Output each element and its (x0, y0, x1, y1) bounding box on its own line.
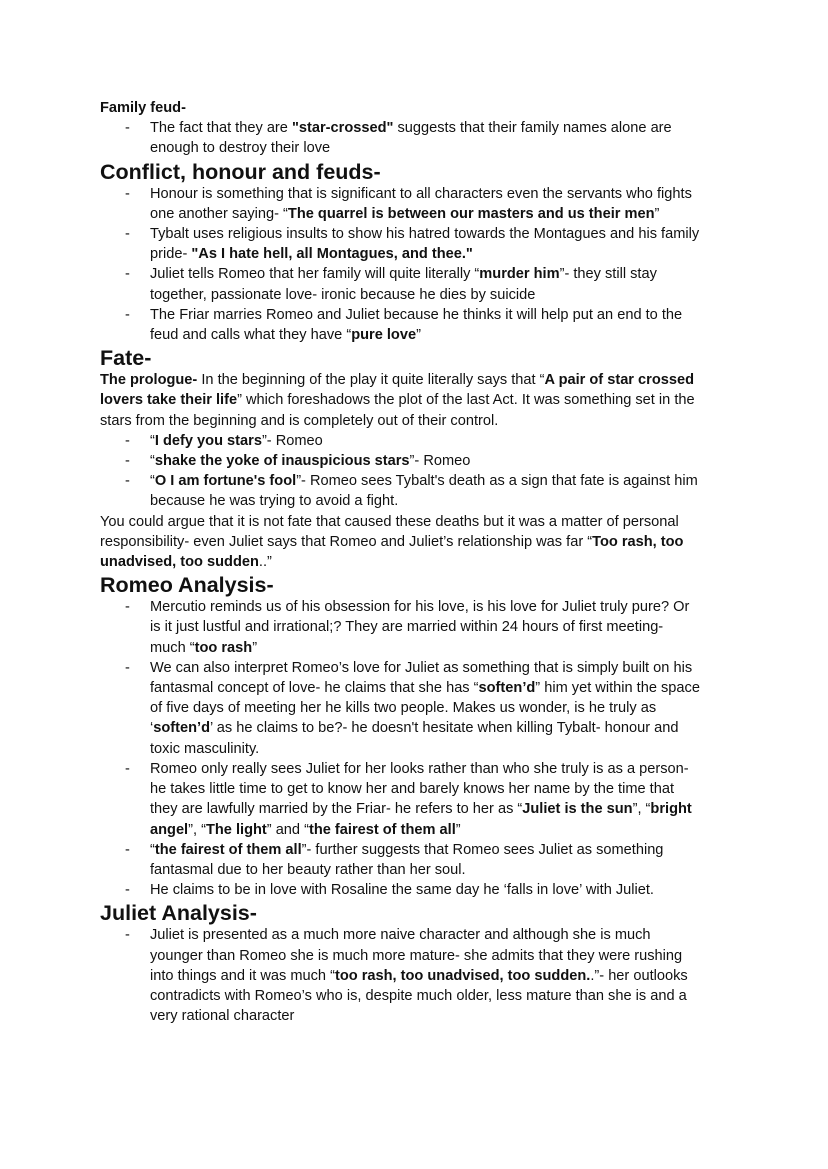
bold-text: Juliet is the sun (522, 801, 633, 818)
text-line (150, 779, 740, 799)
bullet-item (100, 184, 740, 224)
text: suggests that their family names alone are (393, 120, 672, 137)
text: one another saying- “ (150, 205, 288, 222)
text-line (150, 325, 740, 345)
text: younger than Romeo she is much more mature- she admits that they were rushing (150, 947, 683, 964)
bold-text: Too rash, too (592, 533, 684, 550)
text: Conflict, honour and feuds- (100, 159, 381, 184)
bold-text: The prologue- (100, 372, 198, 389)
text-line (150, 451, 740, 471)
bold-text: "star-crossed" (291, 120, 394, 137)
text-line (150, 184, 740, 204)
text-line (150, 1006, 740, 1026)
bullet-item (100, 925, 740, 1026)
text-line (150, 658, 740, 678)
bold-text: pure love (351, 327, 417, 344)
text-line (100, 532, 740, 552)
text-line (100, 370, 740, 390)
text: ”, “ (188, 821, 206, 838)
text-line (150, 491, 740, 511)
bullet-item (100, 658, 740, 759)
text-line (100, 573, 740, 597)
text-line (150, 799, 740, 819)
text: responsibility- even Juliet says that Romeo and Juliet’s relationship was far “ (100, 533, 593, 550)
text-line (150, 820, 740, 840)
text-line (150, 638, 740, 658)
bold-text: shake the yoke of inauspicious stars (154, 453, 410, 470)
bold-text: O I am fortune's fool (154, 473, 297, 490)
text-line (100, 411, 740, 431)
section-heading (100, 901, 740, 925)
bullet-item (100, 759, 740, 840)
bold-text: I defy you stars (154, 432, 262, 449)
text: “ (150, 453, 155, 470)
text: into things and it was much “ (150, 967, 335, 984)
bullet-item (100, 451, 740, 471)
text-line (150, 840, 740, 860)
text-line (150, 739, 740, 759)
text-line (150, 597, 740, 617)
text-line (100, 160, 740, 184)
text-line (150, 946, 740, 966)
text-line (150, 925, 740, 945)
text: The fact that they are (150, 120, 292, 137)
text: ”- further suggests that Romeo sees Juliet as something (301, 841, 664, 858)
text-line (150, 138, 740, 158)
text-line (150, 118, 740, 138)
text-line (100, 98, 740, 118)
text-line (150, 204, 740, 224)
text: ” (252, 639, 258, 656)
bullet-item (100, 431, 740, 451)
text: Mercutio reminds us of his obsession for his love, is his love for Juliet truly pure? Or (150, 599, 690, 616)
text-line (150, 860, 740, 880)
paragraph (100, 370, 740, 431)
text: ” (416, 327, 421, 344)
text-line (150, 264, 740, 284)
text-line (150, 617, 740, 637)
text: ”- Romeo (409, 453, 471, 470)
text-line (100, 346, 740, 370)
document-page (100, 98, 740, 1026)
text: ”- they still stay (559, 266, 657, 283)
text-line (150, 244, 740, 264)
text: enough to destroy their love (150, 140, 331, 157)
text: fantasmal due to her beauty rather than her soul. (150, 861, 466, 878)
text: “ (150, 841, 155, 858)
text-line (100, 390, 740, 410)
text: contradicts with Romeo’s who is, despite much older, less mature than she is and a (150, 987, 687, 1004)
text: ” and “ (266, 821, 309, 838)
text: of five days of meeting her he kills two people. Makes us wonder, is he truly as (150, 700, 657, 717)
bullet-item (100, 118, 740, 158)
text: “ (150, 432, 155, 449)
text: pride- (150, 246, 192, 263)
text-line (150, 718, 740, 738)
text: Juliet Analysis- (100, 901, 257, 926)
text: feud and calls what they have “ (150, 327, 352, 344)
bold-text: too rash (194, 639, 253, 656)
text-line (150, 285, 740, 305)
bold-text: soften’d (478, 680, 536, 697)
text-line (150, 966, 740, 986)
bullet-item (100, 471, 740, 511)
text-line (100, 512, 740, 532)
bold-text: The light (205, 821, 267, 838)
bold-text: too rash, too unadvised, too sudden. (334, 967, 591, 984)
bold-text: unadvised, too sudden (100, 554, 259, 571)
bold-text: A pair of star crossed (544, 372, 695, 389)
text: Tybalt uses religious insults to show his hatred towards the Montagues and his family (150, 226, 700, 243)
text-line (150, 986, 740, 1006)
bold-text: the fairest of them all (308, 821, 456, 838)
bold-text: murder him (479, 266, 560, 283)
text: is it just lustful and irrational;? They are married within 24 hours of first meeting- (150, 619, 664, 636)
text-line (100, 552, 740, 572)
text-line (150, 678, 740, 698)
text: Romeo Analysis- (100, 573, 274, 598)
bold-text: Family feud- (100, 100, 186, 116)
text: ” him yet within the space (535, 680, 700, 697)
paragraph (100, 512, 740, 573)
text: He claims to be in love with Rosaline the same day he ‘falls in love’ with Juliet. (150, 882, 654, 899)
subheading-label (100, 98, 740, 118)
bold-text: The quarrel is between our masters and us their men (287, 205, 655, 222)
text: ”, “ (632, 801, 651, 818)
text: .”- her outlooks (590, 967, 688, 984)
text-line (150, 224, 740, 244)
bullet-item (100, 597, 740, 658)
text-line (150, 880, 740, 900)
bullet-item (100, 305, 740, 345)
text: Honour is something that is significant to all characters even the servants who fights (150, 185, 692, 202)
text-line (150, 431, 740, 451)
bullet-item (100, 880, 740, 900)
text: fantasmal concept of love- he claims that she has “ (150, 680, 479, 697)
bullet-item (100, 224, 740, 264)
text: Juliet is presented as a much more naive character and although she is much (150, 927, 651, 944)
text: In the beginning of the play it quite literally says that “ (197, 372, 545, 389)
text: We can also interpret Romeo’s love for Juliet as something that is simply built on his (150, 659, 693, 676)
text-line (150, 305, 740, 325)
text: ” which foreshadows the plot of the last Act. It was something set in the (237, 392, 695, 409)
bold-text: "As I hate hell, all Montagues, and thee." (191, 246, 473, 263)
section-heading (100, 160, 740, 184)
bold-text: angel (150, 821, 189, 838)
text: stars from the beginning and is completely out of their control. (100, 412, 499, 429)
text: ‘ (150, 720, 154, 737)
text-line (100, 901, 740, 925)
text: ” (455, 821, 461, 838)
text-line (150, 698, 740, 718)
text-line (150, 759, 740, 779)
text: he takes little time to get to know her and barely knows her name by the time that (150, 781, 675, 798)
section-heading (100, 573, 740, 597)
bold-text: bright (650, 801, 692, 818)
text: “ (150, 473, 155, 490)
bold-text: lovers take their life (100, 392, 238, 409)
text: ’ as he claims to be?- he doesn't hesitate when killing Tybalt- honour and (210, 720, 679, 737)
text: Juliet tells Romeo that her family will quite literally “ (150, 266, 480, 283)
text: much “ (150, 639, 195, 656)
text: they are lawfully married by the Friar- he refers to her as “ (150, 801, 523, 818)
text: ”- Romeo (261, 432, 323, 449)
text: ”- Romeo sees Tybalt's death as a sign that fate is against him (296, 473, 698, 490)
bold-text: soften’d (153, 720, 211, 737)
bold-text: the fairest of them all (154, 841, 302, 858)
section-heading (100, 346, 740, 370)
text: The Friar marries Romeo and Juliet because he thinks it will help put an end to the (150, 306, 683, 323)
text: together, passionate love- ironic because he dies by suicide (150, 286, 536, 303)
bullet-item (100, 840, 740, 880)
text: very rational character (150, 1008, 295, 1025)
text: because he was trying to avoid a fight. (150, 493, 399, 510)
text: Romeo only really sees Juliet for her looks rather than who she truly is as a person- (150, 760, 689, 777)
bullet-item (100, 264, 740, 304)
text: ” (654, 205, 660, 222)
text-line (150, 471, 740, 491)
text: toxic masculinity. (150, 740, 260, 757)
text: You could argue that it is not fate that caused these deaths but it was a matter of personal (100, 513, 679, 530)
text: ..” (258, 554, 272, 571)
text: Fate- (100, 346, 152, 371)
